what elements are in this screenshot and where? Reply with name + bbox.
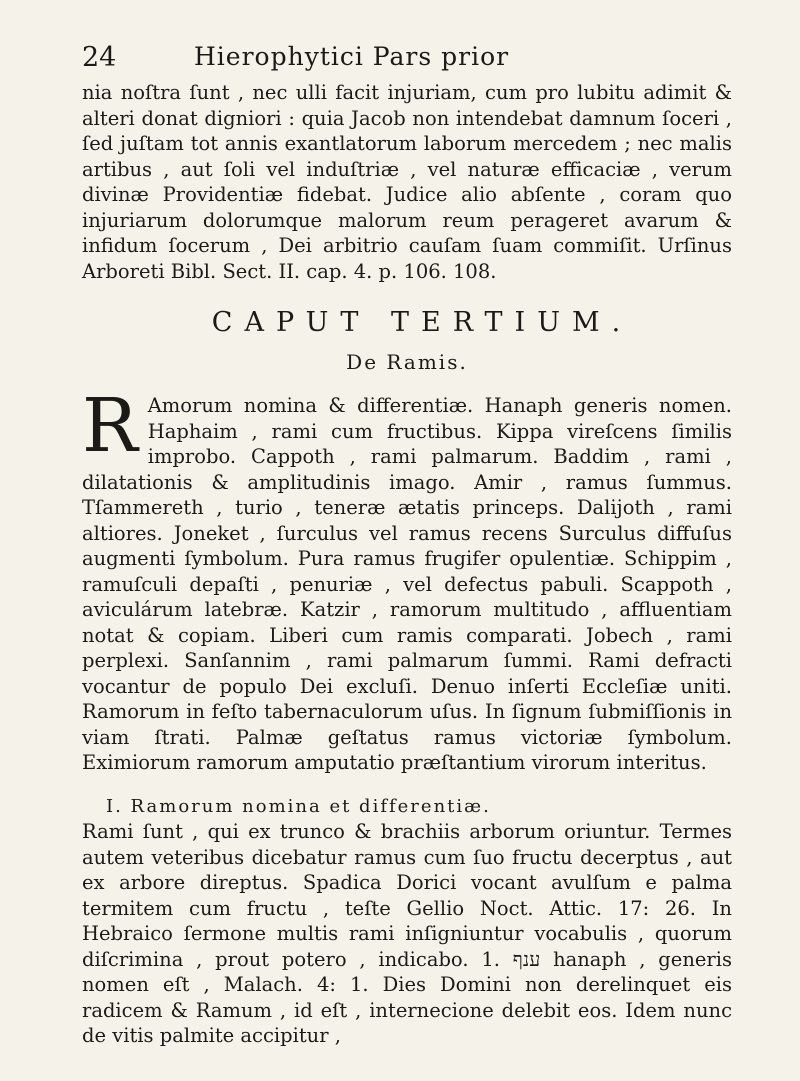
chapter-subtitle: De Ramis.	[346, 349, 468, 374]
drop-cap: R	[82, 383, 138, 469]
paragraph-continuation: nia noſtra ſunt , nec ulli facit injuriam, cum pro lubitu adimit & alteri donat digniori : quia Jacob non intendebat damnum ſoceri , ſed juſtam tot annis exantlatorum laborum mercedem ; nec malis artibus , aut ſoli vel induſtriæ , vel naturæ efficaciæ , verum divinæ Providentiæ fidebat. Judice alio abſente , coram quo injuriarum dolorumque malorum reum perageret avarum & infidum ſocerum , Dei arbitrio cauſam ſuam commiſit. Urſinus Arboreti Bibl. Sect. II. cap. 4. p. 106. 108.	[82, 81, 732, 283]
section-text: Rami ſunt , qui ex trunco & brachiis arborum oriuntur. Termes autem veteribus dicebatur ramus cum ſuo fructu decerptus , aut ex arbore direptus. Spadica Dorici vocant avulſum e palma termitem cum fructu , teſte Gellio Noct. Attic. 17: 26. In Hebraico ſermone multis rami inſigniuntur vocabulis , quorum diſcrimina , prout potero , indicabo. 1. ענף hanaph , generis nomen eſt , Malach. 4: 1. Dies Domini non derelinquet eis radicem & Ramum , id eſt , internecione delebit eos. Idem nunc de vitis palmite accipitur ,	[82, 820, 732, 1047]
page-body	[82, 80, 732, 1049]
chapter-title: CAPUT TERTIUM.	[211, 307, 633, 338]
chapter-summary	[82, 383, 732, 776]
running-title: Hierophytici Pars prior	[194, 42, 510, 71]
page-number: 24	[82, 42, 117, 73]
section-title: I. Ramorum nomina et differentiæ.	[106, 795, 491, 817]
summary-text: Amorum nomina & differentiæ. Hanaph generis nomen. Haphaim , rami cum fructibus. Kippa vireſcens ſimilis improbo. Cappoth , rami palmarum. Baddim , rami , dilatationis & amplitudinis imago. Amir , ramus ſummus. Tſammereth , turio , teneræ ætatis princeps. Dalijoth , rami altiores. Joneket , ſurculus vel ramus recens Surculus diffuſus augmenti ſymbolum. Pura ramus frugifer opulentiæ. Schippim , ramuſculi depaſti , penuriæ , vel defectus pabuli. Scappoth , aviculárum latebræ. Katzir , ramorum multitudo , affluentiam notat & copiam. Liberi cum ramis comparati. Jobech , rami perplexi. Sanſannim , rami palmarum ſummi. Rami defracti vocantur de populo Dei excluſi. Denuo inſerti Eccleſiæ uniti. Ramorum in feſto tabernaculorum uſus. In ſignum ſubmiſſionis in viam ſtrati. Palmæ geſtatus ramus victoriæ ſymbolum. Eximiorum ramorum amputatio præſtantium virorum interitus.	[82, 394, 732, 774]
page-header	[82, 38, 722, 72]
